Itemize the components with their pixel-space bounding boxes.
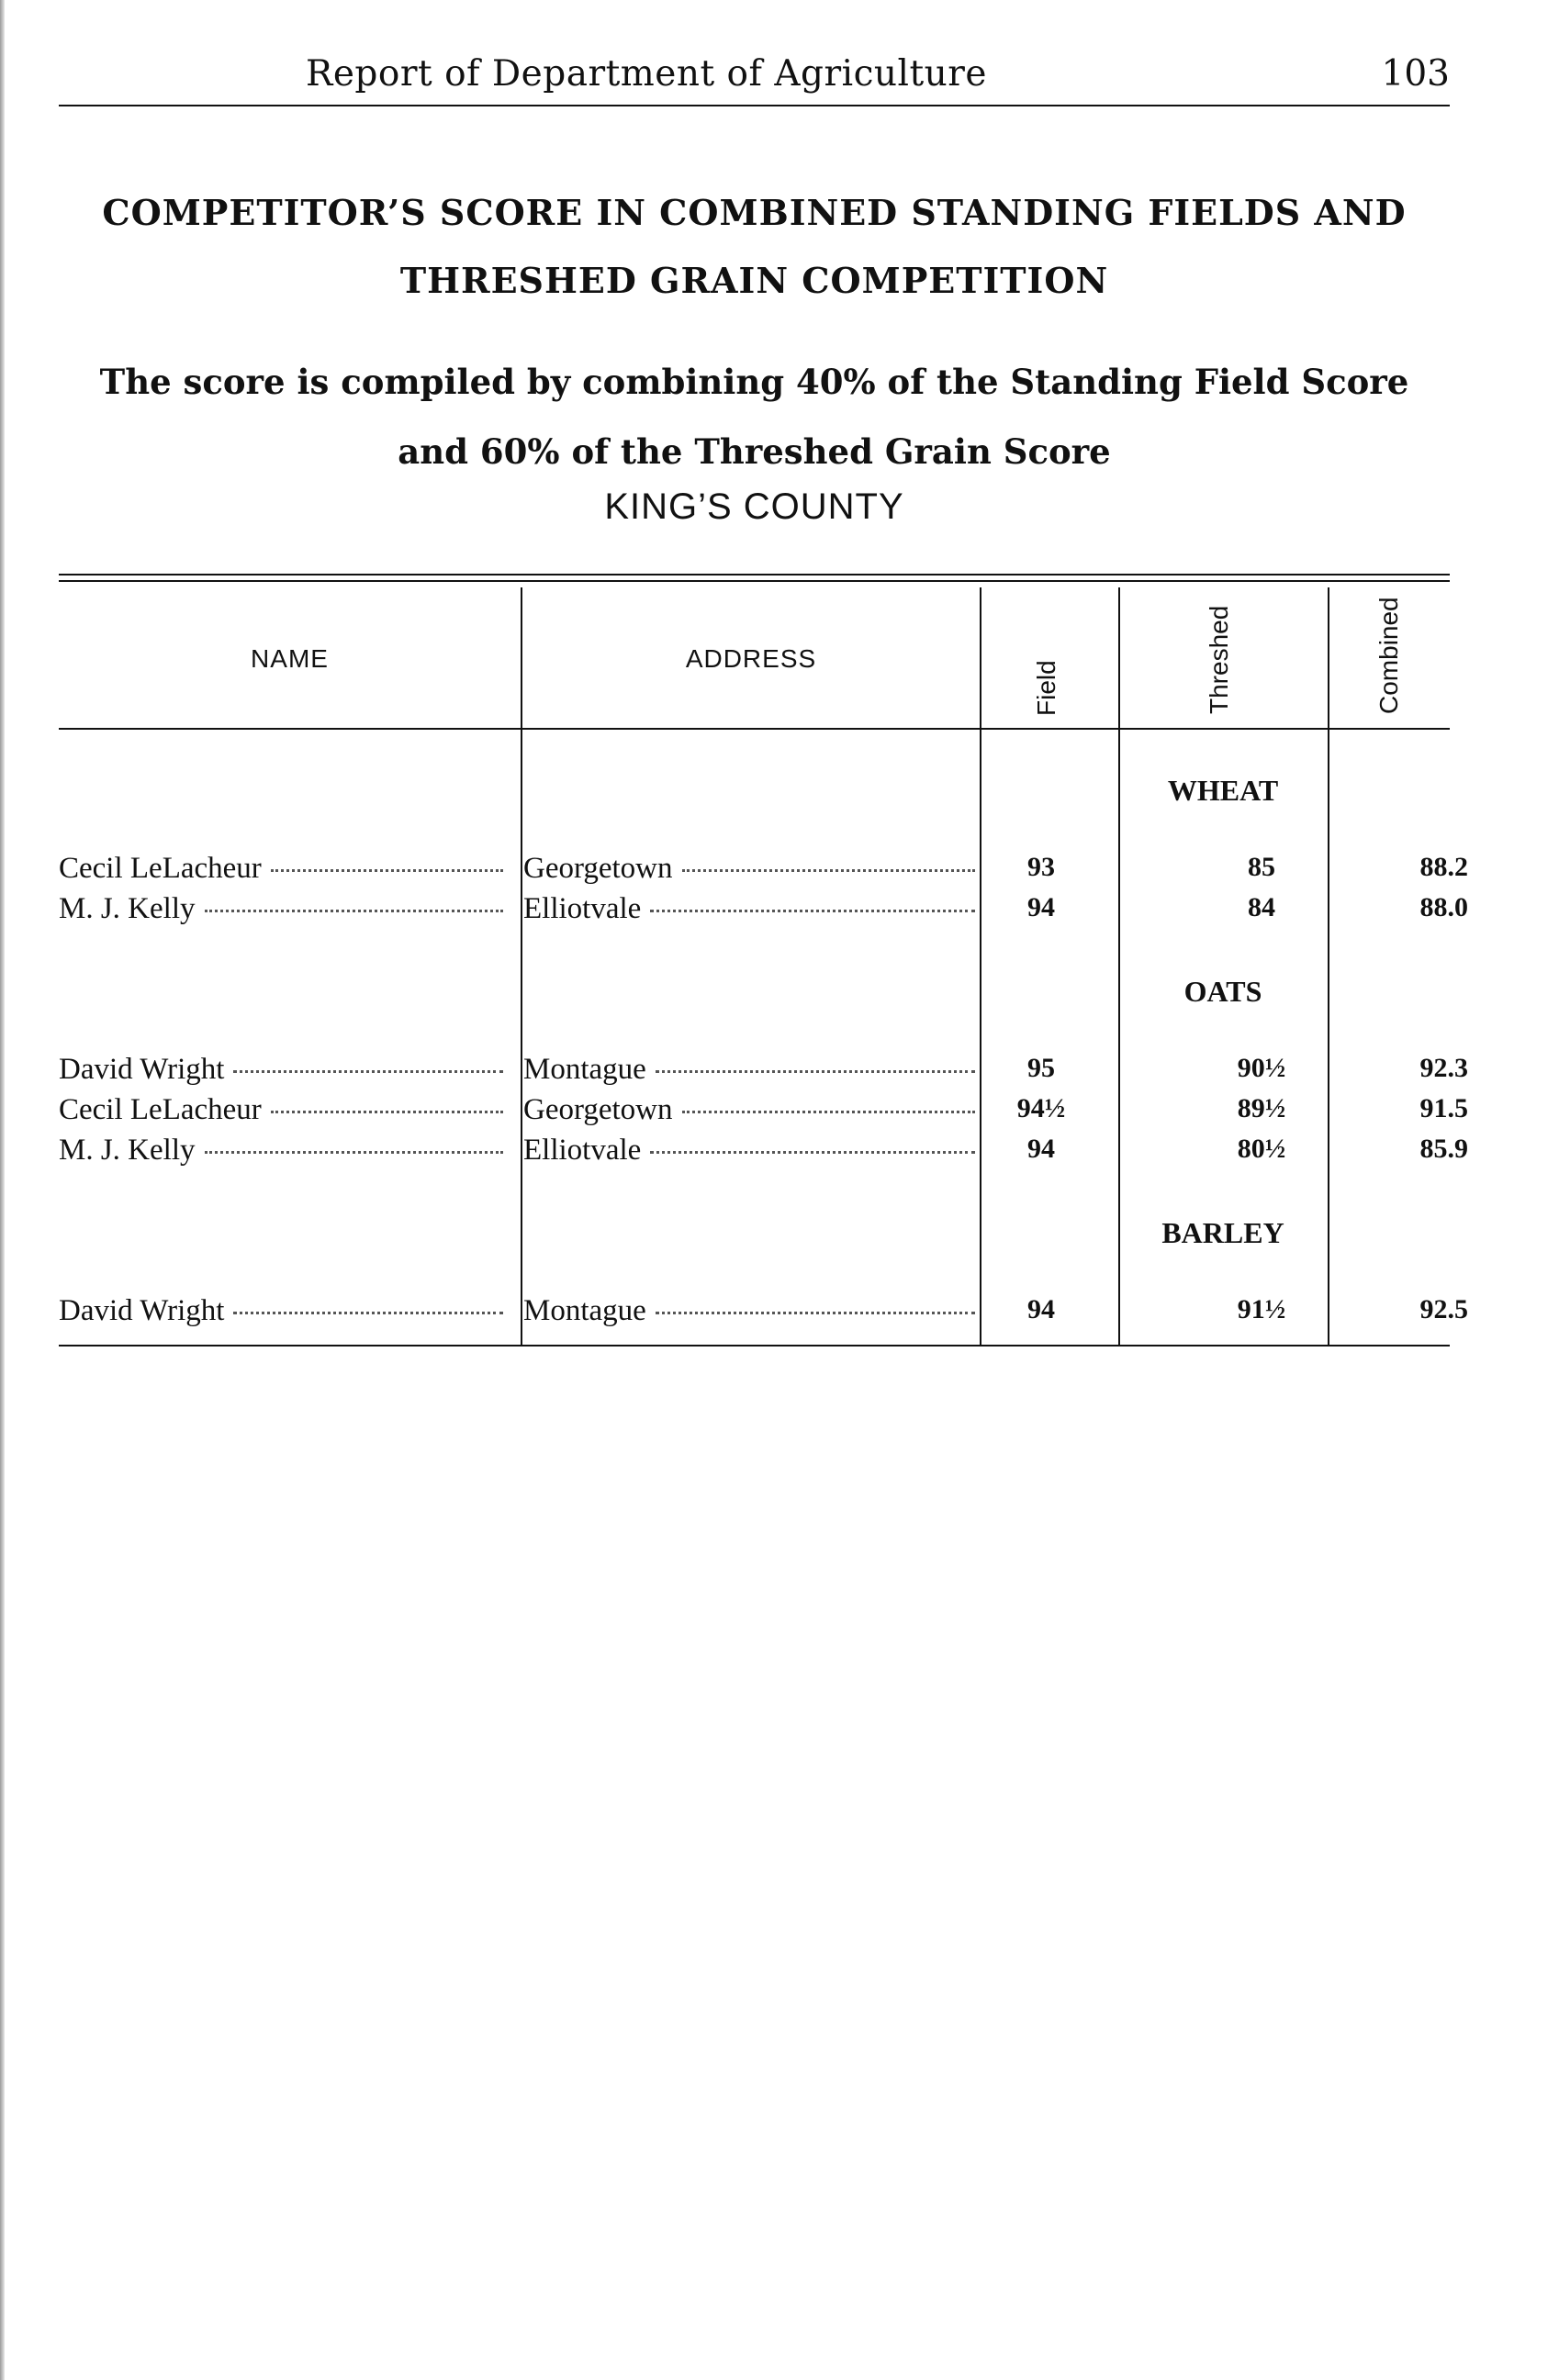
table-row xyxy=(59,1053,1468,1093)
column-header-name: NAME xyxy=(251,644,329,673)
scoring-note xyxy=(59,347,1450,486)
table-row xyxy=(59,852,1468,892)
field-score: 94½ xyxy=(1016,1093,1066,1123)
threshed-score: 89½ xyxy=(1237,1093,1286,1123)
divider-name-address xyxy=(521,587,522,1345)
combined-score: 85.9 xyxy=(1419,1134,1468,1164)
page-number: 103 xyxy=(1381,53,1450,95)
section-label-oats: OATS xyxy=(1183,975,1262,1008)
competitor-name: David Wright xyxy=(59,1294,225,1327)
competitor-name: Cecil LeLacheur xyxy=(59,1093,262,1126)
section-label-wheat: WHEAT xyxy=(1167,774,1279,807)
table-top-rule-1 xyxy=(59,574,1450,575)
table-bottom-rule xyxy=(59,1345,1450,1346)
competitor-address: Montague xyxy=(523,1294,646,1327)
threshed-score: 80½ xyxy=(1237,1134,1286,1164)
scoring-note-line-1: The score is compiled by combining 40% of the Standing Field Score xyxy=(99,362,1409,402)
competitor-name: M. J. Kelly xyxy=(59,892,196,925)
combined-score: 92.5 xyxy=(1419,1294,1468,1324)
field-score: 93 xyxy=(1027,852,1055,882)
page-title xyxy=(59,179,1450,315)
field-score: 94 xyxy=(1027,1134,1055,1164)
column-header-address: ADDRESS xyxy=(685,644,817,673)
county-heading: KING’S COUNTY xyxy=(604,486,904,527)
table-top-rule-2 xyxy=(59,580,1450,582)
title-line-2: THRESHED GRAIN COMPETITION xyxy=(399,260,1109,301)
title-line-1: COMPETITOR’S SCORE IN COMBINED STANDING FIELDS AND xyxy=(102,192,1407,233)
competitor-address: Elliotvale xyxy=(523,1134,642,1167)
competitor-address: Montague xyxy=(523,1053,646,1086)
divider-threshed-combined xyxy=(1328,587,1329,1345)
running-title: Report of Department of Agriculture xyxy=(305,53,988,95)
competitor-address: Georgetown xyxy=(523,1093,673,1126)
table-row xyxy=(59,1294,1468,1335)
combined-score: 91.5 xyxy=(1419,1093,1468,1123)
threshed-score: 84 xyxy=(1248,892,1275,922)
threshed-score: 91½ xyxy=(1237,1294,1286,1324)
table-header-rule xyxy=(59,728,1450,730)
competitor-name: Cecil LeLacheur xyxy=(59,852,262,885)
column-header-combined: Combined xyxy=(1374,597,1403,714)
competitor-address: Elliotvale xyxy=(523,892,642,925)
page-edge-shadow xyxy=(0,0,5,2380)
combined-score: 88.2 xyxy=(1419,852,1468,882)
section-label-barley: BARLEY xyxy=(1161,1216,1284,1249)
column-header-threshed: Threshed xyxy=(1205,605,1233,714)
divider-address-field xyxy=(980,587,981,1345)
competitor-address: Georgetown xyxy=(523,852,673,885)
scoring-note-line-2: and 60% of the Threshed Grain Score xyxy=(398,431,1111,472)
column-header-field: Field xyxy=(1032,660,1060,716)
competitor-name: M. J. Kelly xyxy=(59,1134,196,1167)
field-score: 95 xyxy=(1027,1053,1055,1083)
running-header xyxy=(59,44,1450,106)
table-row xyxy=(59,1134,1468,1174)
combined-score: 88.0 xyxy=(1419,892,1468,922)
threshed-score: 90½ xyxy=(1237,1053,1286,1083)
threshed-score: 85 xyxy=(1248,852,1275,882)
competitor-name: David Wright xyxy=(59,1053,225,1086)
table-row xyxy=(59,892,1468,933)
field-score: 94 xyxy=(1027,892,1055,922)
field-score: 94 xyxy=(1027,1294,1055,1324)
table-row xyxy=(59,1093,1468,1134)
combined-score: 92.3 xyxy=(1419,1053,1468,1083)
